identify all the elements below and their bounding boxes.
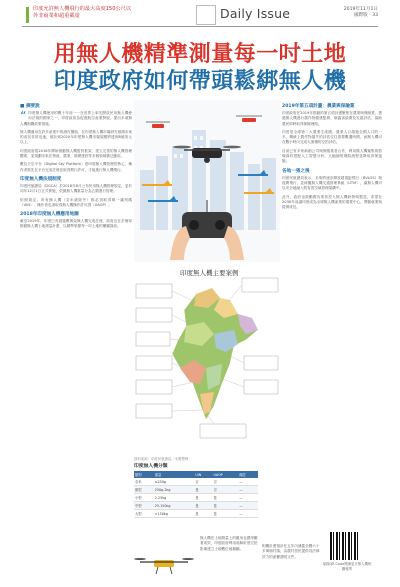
paragraph: [20, 111, 132, 127]
india-drone-map: [134, 264, 280, 454]
bottom-paragraph: 相關計畫預計在五年內涵蓋全國六十多萬個村落，為農村居民提供具法律效力的產權證明文件。: [262, 544, 320, 559]
paragraph: 印度是全球第二大農業生產國，農業人口超過全國人口的一半，傳統上農作物損失的評估往往需要數週時間，而無人機可在數小時內完成大面積的空拍評估。: [282, 129, 382, 145]
accent-bar: [26, 7, 29, 23]
paragraph: 印度民航總局（DGCA）於2018年8月公布民用無人機管理規定，並於同年12月1日正式實施，依據無人機重量分為五類進行管理。: [20, 183, 132, 194]
table-cell: 中型: [134, 502, 154, 510]
qr-caption: 掃描QR Code閱讀更多無人機相關報導: [322, 562, 372, 571]
paragraph: 印度民航總局表示，未來將逐步開放超視距飛行（BVLOS）與夜間飛行，並研擬無人機交通管理系統（UTM），讓無人機可以安全地融入既有的空域管理架構中。: [282, 175, 382, 191]
paragraph: 無人機運用在許多產業中的潛在價值，在印度無人機市場研究預測未來的成長非常迅速，預計到2020年印度無人機市場規模將達到8億美元以上。: [20, 129, 132, 145]
paragraph: 數位天空平台（Digital Sky Platform）是印度無人機管理的核心，操作者需先在平台完成註冊並取得飛行許可，才能進行無人機飛行。: [20, 162, 132, 172]
table-header: 類別: [134, 471, 154, 478]
table-row: [134, 510, 258, 518]
map-caption: 資料來源：印度民航總局／本報整理: [134, 457, 189, 461]
subtitle-line-2: 外非商業和超重載量: [33, 13, 80, 19]
table-cell: 是: [212, 494, 238, 502]
issue-date: [344, 7, 378, 20]
paragraph: 依照規定，所有無人機（奈米級除外）都必須取得唯一識別碼（UIN），操作者也須取得無人機操作許可證（UAOP）。: [20, 197, 132, 207]
paragraph: 截至2019年，印度已有超過數萬架無人機完成註冊，政府也在多個邦推動無人機土地測量計畫，以精準掌握每一吋土地的權屬資訊。: [20, 219, 132, 229]
table-cell: 25-150kg: [154, 502, 195, 510]
right-column: [282, 100, 382, 570]
table-header: 重量: [154, 471, 195, 478]
headline-line-2: 印度政府如何帶頭鬆綁無人機: [53, 69, 347, 94]
table-cell: 否: [212, 486, 238, 494]
table-row: [134, 478, 258, 486]
category-table: [134, 471, 258, 518]
table-cell: 微型: [134, 486, 154, 494]
table-row: [134, 486, 258, 494]
table-cell: 是: [212, 502, 238, 510]
table-cell: 否: [212, 478, 238, 486]
quote-mark-icon: “: [20, 109, 27, 123]
left-column: [20, 100, 132, 560]
drone-photo-svg: [134, 542, 194, 582]
section-heading: 2018年印度無人機應用地圖: [20, 212, 79, 218]
drone-illustration: [134, 100, 280, 262]
table-row: [134, 502, 258, 510]
drone-category-table: [134, 462, 258, 540]
table-cell: —: [238, 494, 258, 502]
section-heading: ■ 摘要說: [20, 104, 40, 109]
paragraph-text: 印度無人機使用的數十年前一一在世界上率先開放民用無人機使用法規的國家之一，印度政府為促進航空產業發展，提出多項無人機相關政策措施。: [20, 111, 132, 126]
section-heading: 各地一張之後: [282, 168, 310, 174]
headline-line-1: 用無人機精準測量每一吋土地: [53, 42, 347, 67]
paragraph: 印度政府從2018年開始推動無人機監管框架，建立完善的無人機管理體系，並規劃未來在物流、農業、基礎建設等多個領域廣泛應用。: [20, 148, 132, 159]
subtitle-line-1: 印度允許無人機飛行的最大高度150公尺以: [33, 6, 132, 12]
header-divider: [22, 26, 378, 27]
table-cell: 小型: [134, 494, 154, 502]
paragraph: 此外，政府也鼓勵國內業者投入無人機研發與製造，希望在2030年前讓印度成為全球無人機產業的重要中心，帶動就業與經濟成長。: [282, 194, 382, 210]
table-cell: 是: [194, 486, 212, 494]
table-cell: 是: [194, 502, 212, 510]
table-title: 印度無人機分類: [134, 464, 168, 469]
table-cell: 250g-2kg: [154, 486, 195, 494]
header-subtitle: [33, 6, 131, 20]
table-cell: >150kg: [154, 510, 195, 518]
paragraph: 印度政府在2019年推動的第五項計畫聚焦在農業與保險業，透過無人機進行農作物健康監測、病蟲害偵測及災損評估，協助農民即時取得保險理賠。: [282, 111, 382, 126]
header: [0, 0, 400, 28]
table-cell: 否: [194, 478, 212, 486]
paragraph: 目前已有多家新創公司與保險業者合作，利用無人機蒐集的影像資料搭配人工智慧分析，大幅縮短理賠流程並降低詐保風險。: [282, 148, 382, 164]
map-title: 印度無人機主要案例: [180, 269, 239, 277]
table-cell: 大型: [134, 510, 154, 518]
table-cell: 是: [194, 494, 212, 502]
page-text: 國際版 · 33: [353, 13, 378, 19]
table-cell: 是: [194, 510, 212, 518]
table-row: [134, 494, 258, 502]
drone-photo: [134, 542, 194, 582]
table-cell: —: [238, 502, 258, 510]
table-cell: —: [238, 510, 258, 518]
table-header: UAOP: [212, 471, 238, 478]
table-cell: —: [238, 486, 258, 494]
table-cell: 奈米: [134, 478, 154, 486]
table-header-row: [134, 471, 258, 478]
table-cell: 2-25kg: [154, 494, 195, 502]
date-text: 2019年11月1日: [343, 7, 378, 12]
drone-illustration-svg: [134, 100, 280, 262]
table-cell: —: [238, 478, 258, 486]
logo-box: [196, 5, 216, 25]
india-map-svg: [134, 264, 280, 454]
section-heading: 印度無人機法規制度: [20, 176, 62, 182]
publication-title: Daily Issue: [220, 6, 291, 21]
qr-code-icon[interactable]: [330, 532, 358, 560]
table-cell: 是: [212, 510, 238, 518]
section-heading: 2019年第五項計畫：農業與保險業: [282, 104, 355, 109]
table-header: 備註: [238, 471, 258, 478]
table-header: UIN: [194, 471, 212, 478]
bottom-paragraph: 無人機在土地測量上的應用也獲得顯著成效，印度政府利用高解析度空拍影像建立土地數位地籍圖。: [200, 536, 258, 551]
table-cell: ≤250g: [154, 478, 195, 486]
